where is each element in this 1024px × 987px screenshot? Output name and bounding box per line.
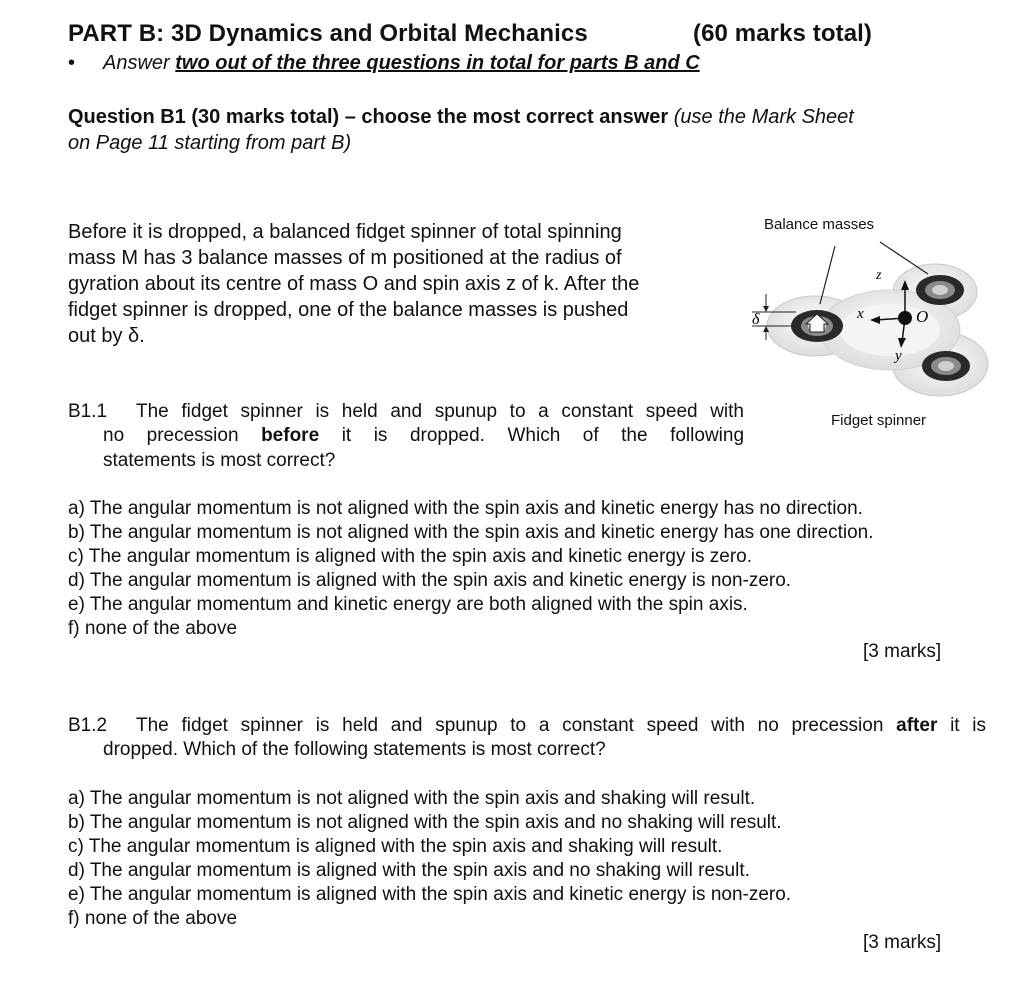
option-d[interactable]: d) The angular momentum is aligned with the spin axis and kinetic energy is non-zero. [68, 570, 792, 591]
b1-1-options [68, 497, 874, 641]
balance-mass-bottom [922, 351, 970, 381]
option-b[interactable]: b) The angular momentum is not aligned with the spin axis and no shaking will result. [68, 812, 782, 833]
intro-line: mass M has 3 balance masses of m positioned at the radius of [68, 247, 622, 269]
question-note-1: (use the Mark Sheet [673, 106, 854, 128]
bullet-dot: • [68, 52, 76, 74]
option-e[interactable]: e) The angular momentum and kinetic energy are both aligned with the spin axis. [68, 594, 748, 615]
b1-1-line2-pre: no precession [103, 425, 239, 446]
intro-paragraph [68, 219, 639, 349]
b1-2-options [68, 787, 791, 931]
b1-1-marks: [3 marks] [863, 641, 942, 662]
b1-2-line1-pre: The fidget spinner is held and spunup to a constant speed with no precession [136, 715, 884, 736]
b1-1-line2-bold: before [261, 425, 320, 446]
option-a[interactable]: a) The angular momentum is not aligned with the spin axis and shaking will result. [68, 788, 756, 809]
b1-2-line2: dropped. Which of the following statements is most correct? [103, 739, 606, 760]
intro-line: out by δ. [68, 325, 145, 347]
balance-mass-top [916, 275, 964, 305]
b1-2-marks: [3 marks] [863, 932, 942, 953]
question-note-line [68, 130, 351, 156]
fidget-spinner-figure [740, 232, 1015, 412]
b1-1-line2 [103, 424, 744, 448]
option-c[interactable]: c) The angular momentum is aligned with the spin axis and shaking will result. [68, 836, 723, 857]
balance-mass-left [791, 310, 843, 342]
b1-2-line1-bold: after [896, 715, 938, 736]
intro-line: Before it is dropped, a balanced fidget spinner of total spinning [68, 221, 622, 243]
instruction-prefix: Answer [103, 52, 170, 74]
b1-2-line1-post: it is [950, 715, 987, 736]
b1-1-line1-text: The fidget spinner is held and spunup to a constant speed with [136, 401, 744, 422]
question-note-2: on Page 11 starting from part B) [68, 132, 352, 154]
part-total-marks: (60 marks total) [693, 20, 872, 47]
b1-1-number: B1.1 [68, 401, 108, 422]
option-e[interactable]: e) The angular momentum is aligned with the spin axis and kinetic energy is non-zero. [68, 884, 792, 905]
axis-y-label: y [895, 348, 902, 364]
option-b[interactable]: b) The angular momentum is not aligned with the spin axis and kinetic energy has one direction. [68, 522, 874, 543]
option-d[interactable]: d) The angular momentum is aligned with the spin axis and no shaking will result. [68, 860, 750, 881]
b1-2-number: B1.2 [68, 715, 108, 736]
axis-x-label: x [857, 306, 864, 322]
leader-line-left [820, 246, 835, 304]
axis-z-label: z [876, 268, 882, 283]
question-label: Question B1 (30 marks total) – choose the most correct answer [68, 106, 669, 128]
intro-line: gyration about its centre of mass O and spin axis z of k. After the [68, 273, 640, 295]
center-o-label: O [916, 307, 929, 326]
figure-label-fidget-spinner: Fidget spinner [831, 412, 927, 429]
question-heading [68, 104, 854, 130]
option-f[interactable]: f) none of the above [68, 618, 238, 639]
instruction-emphasis: two out of the three questions in total for parts B and C [175, 52, 700, 74]
leader-line-right [880, 242, 928, 274]
option-a[interactable]: a) The angular momentum is not aligned with the spin axis and kinetic energy has no direction. [68, 498, 863, 519]
b1-1-line2-post: it is dropped. Which of the following [341, 425, 745, 446]
intro-line: fidget spinner is dropped, one of the balance masses is pushed [68, 299, 629, 321]
delta-label: δ [752, 311, 760, 328]
b1-2-line1 [136, 714, 986, 738]
option-f[interactable]: f) none of the above [68, 908, 238, 929]
instruction-line [103, 52, 700, 75]
option-c[interactable]: c) The angular momentum is aligned with the spin axis and kinetic energy is zero. [68, 546, 752, 567]
b1-1-line3: statements is most correct? [103, 450, 336, 471]
figure-label-balance-masses: Balance masses [764, 216, 875, 233]
b1-1-line1 [136, 400, 744, 424]
part-title: PART B: 3D Dynamics and Orbital Mechanics [68, 20, 588, 47]
